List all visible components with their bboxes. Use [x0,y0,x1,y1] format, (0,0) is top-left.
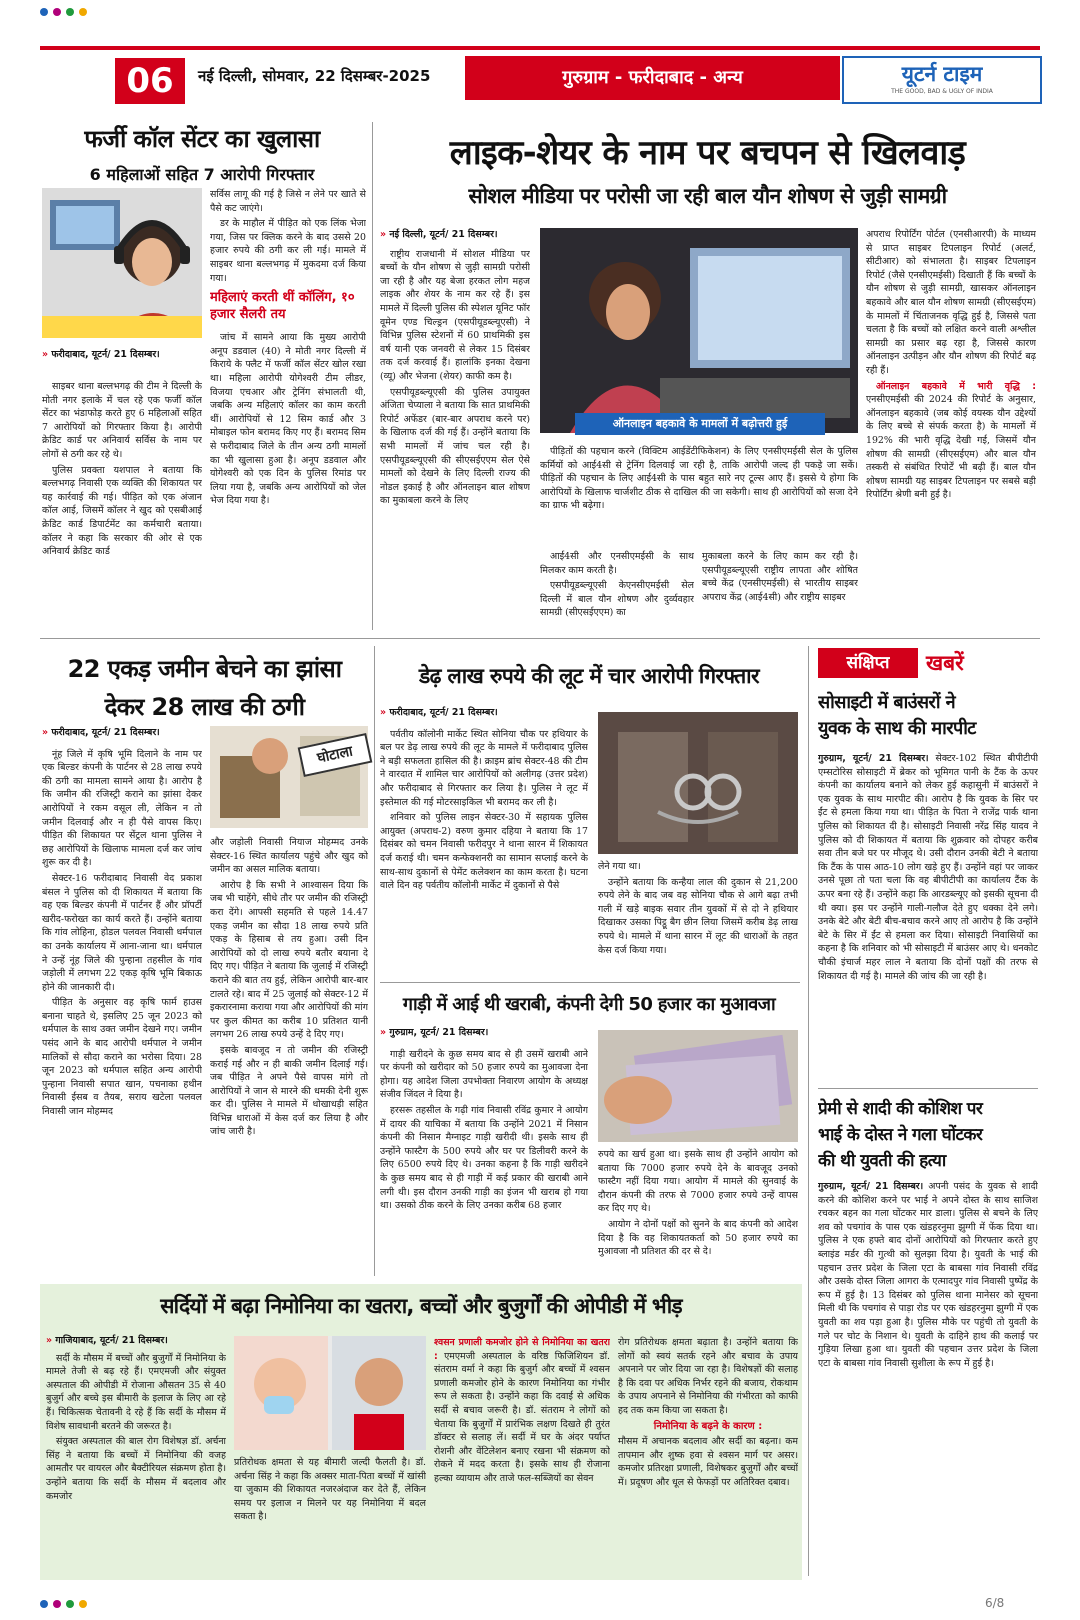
a5-column-2 [598,1148,798,1276]
a2-subhead: ऑनलाइन बहकावे में भारी वृद्धि : [876,380,1036,392]
a1-paragraph: जांच में सामने आया कि मुख्य आरोपी अनूप डडवाल (40) ने मोती नगर दिल्ली में किराये के फ्लैट में फर्जी कॉल सेंटर खोल रखा था। महिला आरोपी योगेश्वरी टीम लीडर, विजया एचआर और ट्रेनिंग संभालती थी, जबकि अन्य महिलाएं कॉलर का काम करती थीं। आरोपियों से 12 सिम कार्ड और 3 मोबाइल फोन बरामद किए गए हैं। बरामद सिम से फरीदाबाद जिले के तीन अन्य ठगी मामलों का भी खुलासा हुआ है। अनूप डडवाल और योगेश्वरी को एक दिन के पुलिस रिमांड पर लिया गया है, जबकि अन्य आरोपियों को जेल भेज दिया गया है। [210,332,366,507]
brief-1-headline-line-1: सोसाइटी में बाउंसरों ने [818,692,955,713]
a5-headline: गाड़ी में आई थी खराबी, कंपनी देगी 50 हजार का मुआवजा [402,994,776,1015]
a6-paragraph: एमएमजी अस्पताल के वरिष्ठ फिजिशियन डॉ. संतराम वर्मा ने कहा कि बुजुर्ग और बच्चों में श्वसन प्रणाली कमजोर होने के कारण निमोनिया का गंभीर रूप ले सकता है। उन्होंने कहा कि दवाई से अधिक सर्दी से बचाव जरूरी है। डॉ. संतराम ने लोगों को चेताया कि बुजुर्गों में प्रारंभिक लक्षण दिखते ही तुरंत डॉक्टर से सलाह लें। सर्दी में घर के अंदर पर्याप्त रोशनी और वेंटिलेशन बनाए रखना भी संक्रमण को रोकने में मदद करता है। इसके साथ ही रोजाना हल्का व्यायाम और ताजे फल-सब्जियों का सेवन [434,1350,610,1484]
a3-paragraph: इसके बावजूद न तो जमीन की रजिस्ट्री कराई गई और न ही बाकी जमीन दिलाई गई। जब पीड़ित ने अपने पैसे वापस मांगे तो आरोपियों ने जान से मारने की धमकी देनी शुरू कर दी। पुलिस ने मामले में धोखाधड़ी सहित विभिन्न धाराओं में केस दर्ज कर लिया है और जांच जारी है। [210,1044,368,1138]
a5-column-1 [380,1026,588,1276]
a1-column-1 [42,380,202,630]
a2-paragraph: राष्ट्रीय राजधानी में सोशल मीडिया पर बच्चों के यौन शोषण से जुड़ी सामग्री परोसी जा रही है और यह बेजा हरकत लोग महज लाइक और शेयर के नाम कर रहे हैं। इस मामले में दिल्ली पुलिस की स्पेशल यूनिट फॉर वूमेन एण्ड चिल्ड्रन (एसपीयूडब्ल्यूएसी) ने विभिन्न पुलिस स्टेशनों में 60 प्राथमिकी इस वर्ष यानी एक जनवरी से लेकर 15 दिसंबर तक दर्ज करवाई हैं। हालांकि इनका देखना (व्यू) और भेजना (शेयर) काफी कम है। [380,248,530,382]
a3-dateline: » फरीदाबाद, यूटर्न/ 21 दिसम्बर। [42,726,202,740]
a5-paragraph: हरसरू तहसील के गढ़ी गांव निवासी रविंद्र कुमार ने आयोग में दायर की याचिका में बताया कि उन्होंने 2021 में निसान कंपनी की निसान मैग्नाइट गाड़ी खरीदी थी। इसके साथ ही उन्होंने फास्टैग के 500 रुपये और घर पर डिलीवरी करने के लिए 6500 रुपये दिए थे। उनका कहना है कि गाड़ी खरीदने के कुछ समय बाद से ही गाड़ी में कई प्रकार की खराबी आने लगी थी। इस दौरान उनकी गाड़ी का इंजन भी खराब हो गया था। उसको ठीक करने के लिए उनका करीब 68 हजार [380,1104,588,1212]
a4-paragraph: पर्वतीय कॉलोनी मार्केट स्थित सोनिया चौक पर हथियार के बल पर डेढ़ लाख रुपये की लूट के मामले में फरीदाबाद पुलिस ने बड़ी सफलता हासिल की है। क्राइम ब्रांच सेक्टर-48 की टीम ने वारदात में शामिल चार आरोपियों को अलीगढ़ (उत्तर प्रदेश) और फरीदाबाद से गिरफ्तार कर लिया है। पुलिस ने लूट में इस्तेमाल की गई मोटरसाइकिल भी बरामद कर ली है। [380,728,588,808]
a6-patients-photo [234,1336,426,1450]
a1-column-2 [210,188,366,630]
page-number-box [115,58,185,104]
a2-paragraph: एसपीयूडब्ल्यूएसी केएनसीएमईसी सेल दिल्ली में बाल यौन शोषण और दुर्व्यवहार सामग्री (सीएसईएएम) का [540,580,694,619]
header-dateline: नई दिल्ली, सोमवार, 22 दिसम्बर-2025 [198,67,431,85]
a2-paragraph: एसपीयूडब्ल्यूएसी की पुलिस उपायुक्त अंजिता चेप्याला ने बताया कि सात प्राथमिकी रिपोर्ट अफेंडर (बार-बार अपराध करने पर) के खिलाफ दर्ज की गई हैं। उन्होंने बताया कि सभी मामलों में जांच चल रही है। एसपीयूडब्ल्यूएसी की सीएसईएएम सेल ऐसे मामलों को देखने के लिए दिल्ली राज्य की नोडल इकाई है और ऑनलाइन बाल शोषण का मुकाबला करने के लिए [380,386,530,507]
a5-paragraph: गाड़ी खरीदने के कुछ समय बाद से ही उसमें खराबी आने पर कंपनी को खरीदार को 50 हजार रुपये का मुआवजा देना होगा। यह आदेश जिला उपभोक्ता निवारण आयोग के अध्यक्ष संजीव जिंदल ने दिया है। [380,1048,588,1101]
a6-column-4 [618,1336,798,1576]
a2-column-2 [540,550,694,630]
a2-child-laptop-photo [540,228,858,433]
horizontal-rule [380,982,800,983]
a5-currency-photo [598,1030,798,1142]
a4-column-2 [598,860,798,978]
a2-middle-block [540,445,858,543]
a6-paragraph: प्रतिरोधक क्षमता से यह बीमारी जल्दी फैलती है। डॉ. अर्चना सिंह ने कहा कि अक्सर माता-पिता बच्चों में खांसी या जुकाम की शिकायत नजरअंदाज कर देते हैं, लेकिन समय पर इलाज न मिलने पर यह निमोनिया में बदल सकता है। [234,1457,426,1523]
brief-2-dateline: गुरुग्राम, यूटर्न/ 21 दिसम्बर। [818,1181,924,1192]
a2-dateline: » नई दिल्ली, यूटर्न/ 21 दिसम्बर। [380,228,530,242]
horizontal-rule [40,638,1040,639]
brand-tagline: THE GOOD, BAD & UGLY OF INDIA [891,88,993,95]
page-number: 06 [126,61,174,101]
a1-paragraph: पुलिस प्रवक्ता यशपाल ने बताया कि बल्लभगढ़ निवासी एक व्यक्ति की शिकायत पर यह कार्रवाई की गई। पीड़ित को एक अंजान कॉल आई, जिसमें कॉलर ने खुद को एसबीआई क्रेडिट कार्ड डिपार्टमेंट का कर्मचारी बताया। कॉलर ने कहा कि सरकार की ओर से एक अनिवार्य क्रेडिट कार्ड [42,464,202,558]
a6-column-1 [46,1334,226,1576]
a6-paragraph: संयुक्त अस्पताल की बाल रोग विशेषज्ञ डॉ. अर्चना सिंह ने बताया कि बच्चों में निमोनिया की वजह आमतौर पर वायरल और बैक्टीरियल संक्रमण होता है। उन्होंने बताया कि सर्दी के मौसम में बदलाव और कमजोर [46,1436,226,1502]
brief-2-paragraph [818,1180,1038,1370]
a4-handcuffs-photo [598,712,798,854]
a1-paragraph: सर्विस लागू की गई है जिसे न लेने पर खाते से पैसे कट जाएंगे। [210,189,366,214]
brief-2-headline-line-2: भाई के दोस्त ने गला घोंटकर [818,1125,983,1145]
brief-2-headline-line-3: की थी युवती की हत्या [818,1151,946,1171]
a3-paragraph: सेक्टर-16 फरीदाबाद निवासी वेद प्रकाश बंसल ने पुलिस को दी शिकायत में बताया कि वह एक बिल्डर कंपनी में पार्टनर हैं और प्रॉपर्टी खरीद-फरोख्त का कार्य करते हैं। उन्होंने बताया कि गांव लोहिना, होडल पलवल निवासी धर्मपाल का उनके कार्यालय में आना-जाना था। धर्मपाल ने उन्हें नूंह जिले की पुन्हाना तहसील के गांव जड़ोली में लगभग 22 एकड़ कृषि भूमि बिकाऊ होने की जानकारी दी। [42,872,202,993]
a6-column-3 [434,1336,610,1576]
a3-paragraph: आरोप है कि सभी ने आश्वासन दिया कि जब भी चाहेंगे, सीधे तौर पर जमीन की रजिस्ट्री करा देंगे। आपसी सहमति से पहले 14.47 एकड़ जमीन का सौदा 18 लाख रुपये प्रति एकड़ के हिसाब से तय हुआ। उसी दिन आरोपियों को दो लाख रुपये बतौर बयाना दे दिए गए। पीड़ित ने बताया कि जुलाई में रजिस्ट्री कराने की बात तय हुई, लेकिन आरोपी बार-बार टालते रहे। बाद में 25 जुलाई को सेक्टर-12 में इकरारनामा कराया गया और आरोपियों की मांग पर कुल कीमत का करीब 10 प्रतिशत यानी लगभग 26 लाख रुपये उन्हें दे दिए गए। [210,879,368,1041]
a4-column-1 [380,706,588,978]
a6-headline: सर्दियों में बढ़ा निमोनिया का खतरा, बच्चों और बुजुर्गों की ओपीडी में भीड़ [160,1294,682,1318]
a6-paragraph: रोग प्रतिरोधक क्षमता बढ़ाता है। उन्होंने बताया कि लोगों को स्वयं सतर्क रहने और बचाव के उपाय अपनाने पर जोर दिया जा रहा है। विशेषज्ञों की सलाह है कि दवा पर अधिक निर्भर रहने की बजाय, रोकथाम के उपाय अपनाने से निमोनिया की गंभीरता को काफी हद तक कम किया जा सकता है। [618,1337,798,1416]
a2-column-3 [702,550,858,630]
brief-1-dateline: गुरुग्राम, यूटर्न/ 21 दिसम्बर। [818,753,929,764]
brief-1-paragraph [818,752,1038,983]
a1-dateline-block [42,348,202,368]
a6-subhead-2: निमोनिया के बढ़ने के कारण : [653,1420,763,1432]
a2-paragraph: अपराध रिपोर्टिंग पोर्टल (एनसीआरपी) के माध्यम से प्राप्त साइबर टिपलाइन रिपोर्ट (अलर्ट, सीटीआर) को संभालता है। साइबर टिपलाइन रिपोर्ट (जैसे एनसीएमईसी) दिखाती हैं कि बच्चों के यौन शोषण से जुड़ी सामग्री, खासकर ऑनलाइन बहकावे और बाल यौन शोषण सामग्री (सीएसईएम) के मामलों में चिंताजनक वृद्धि हुई है, जिससे पता चलता है कि बच्चों को लक्षित करने वाली अश्लील सामग्री का प्रसार बढ़ रहा है, जिससे कारण ऑनलाइन उत्पीड़न और यौन शोषण की रिपोर्ट बढ़ रही हैं। [866,229,1036,376]
a1-dateline: » फरीदाबाद, यूटर्न/ 21 दिसम्बर। [42,349,160,360]
column-divider [808,646,809,1576]
column-divider [372,122,373,630]
a1-headline: फर्जी कॉल सेंटर का खुलासा [84,125,320,153]
a2-photo-caption: ऑनलाइन बहकावे के मामलों में बढ़ोत्तरी हुई [575,413,825,435]
a3-paragraph: पीड़ित के अनुसार वह कृषि फार्म हाउस बनाना चाहते थे, इसलिए 25 जून 2023 को धर्मपाल के साथ उक्त जमीन देखने गए। जमीन पसंद आने के बाद आरोपी धर्मपाल ने जमीन मालिकों से सौदा कराने का भरोसा दिया। 28 जून 2023 को धर्मपाल सहित अन्य आरोपी पुन्हाना निवासी सपात खान, पचनाका हथीन निवासी ईसब व तैयब, सराय खटेला पलवल निवासी जान मोहम्मद [42,997,202,1118]
a2-paragraph: मुकाबला करने के लिए काम कर रही है। एसपीयूडब्ल्यूएसी राष्ट्रीय लापता और शोषित बच्चे केंद्र (एनसीएमईसी) से भारतीय साइबर अपराध केंद्र (आई4सी) और राष्ट्रीय साइबर [702,551,858,603]
a4-paragraph: उन्होंने बताया कि कन्हैया लाल की दुकान से 21,200 रुपये लेने के बाद जब वह सोनिया चौक से आगे बढ़ा तभी गली में खड़े बाइक सवार तीन युवकों में से दो ने हथियार दिखाकर उसका पिट्ठू बैग छीन लिया जिसमें करीब डेढ़ लाख रुपये थे। मामले में थाना सारन में लूट की धाराओं के तहत केस दर्ज किया गया। [598,876,798,956]
a6-paragraph: मौसम में अचानक बदलाव और सर्दी का बढ़ना। कम तापमान और शुष्क हवा से श्वसन मार्ग पर असर। कमजोर प्रतिरक्षा प्रणाली, विशेषकर बुजुर्गों और बच्चों में। प्रदूषण और धूल से फेफड़ों पर अतिरिक्त दबाव। [618,1436,798,1488]
page-folio: 6/8 [985,1596,1005,1610]
brand-name: यूटर्न टाइम [901,62,983,86]
brief-news-label-2: खबरें [926,651,964,675]
bottom-color-dots [40,1600,87,1608]
brief-2-text: अपनी पसंद के युवक से शादी करने की कोशिश करने पर भाई ने अपने दोस्त के साथ साजिश रचकर बहन का गला घोंटकर मार डाला। पुलिस से बचने के लिए शव को पचगांव के पास एक खंडहरनुमा झुग्गी में फेंक दिया था। पुलिस ने एक हफ्ते बाद दोनों आरोपियों को गिरफ्तार करते हुए ब्लाइंड मर्डर की गुत्थी को सुलझा दिया है। युवती के भाई की पहचान उत्तर प्रदेश के जिला एटा के बाबसा गांव निवासी रविंद्र और उसके दोस्त जिला आगरा के एत्मादपुर गांव निवासी पुष्पेंद्र के रूप में हुई है। 13 दिसंबर को पुलिस थाना मानेसर को सूचना मिली थी कि पचगांव से पाड़ा रोड पर एक खंडहरनुमा झुग्गी में एक युवती का शव पड़ा हुआ है। पुलिस मौके पर पहुंची तो युवती के गले पर चोट के निशान थे। युवती के दाहिने हाथ की कलाई पर गुड़िया लिखा हुआ था। युवती की पहचान उत्तर प्रदेश के जिला एटा के बाबसा गांव निवासी सुशीला के रूप में हुई है। [818,1181,1038,1369]
a4-paragraph: शनिवार को पुलिस लाइन सेक्टर-30 में सहायक पुलिस आयुक्त (अपराध-2) वरुण कुमार दहिया ने बताया कि 17 दिसंबर को चमन निवासी फरीदपुर ने थाना सारन में शिकायत दर्ज कराई थी। चमन कन्फेक्शनरी का सामान सप्लाई करने के साथ-साथ दुकानों से पेमेंट कलेक्शन का काम करता है। घटना वाले दिन वह पर्वतीय कॉलोनी मार्केट में दुकानों से पैसे [380,812,588,892]
a2-subhead-paragraph [866,380,1036,502]
a6-dateline: » गाजियाबाद, यूटर्न/ 21 दिसम्बर। [46,1334,226,1348]
brief-1-body [818,752,1038,1082]
a2-paragraph: आई4सी और एनसीएमईसी के साथ मिलकर काम करती है। [540,551,694,576]
a4-dateline: » फरीदाबाद, यूटर्न/ 21 दिसम्बर। [380,706,588,720]
a3-photo-word: घोटाला [298,733,373,777]
a3-headline-line-1: 22 एकड़ जमीन बेचने का झांसा [67,655,342,683]
a1-paragraph: साइबर थाना बल्लभगढ़ की टीम ने दिल्ली के मोती नगर इलाके में चल रहे एक फर्जी कॉल सेंटर का भंडाफोड़ करते हुए 6 महिलाओं सहित 7 आरोपियों को गिरफ्तार किया है। आरोपी क्रेडिट कार्ड पर अनिवार्य सर्विस के नाम पर लोगों से ठगी कर रहे थे। [42,381,202,460]
brief-news-banner [818,648,1038,678]
a1-subheadline: 6 महिलाओं सहित 7 आरोपी गिरफ्तार [89,165,315,184]
a4-paragraph: लेने गया था। [598,861,641,872]
a1-paragraph: डर के माहौल में पीड़ित को एक लिंक भेजा गया, जिस पर क्लिक करने के बाद उससे 20 हजार रुपये की ठगी कर ली गई। मामले में साइबर थाना बल्लभगढ़ में मुकदमा दर्ज किया गया। [210,218,366,284]
brief-news-label: संक्षिप्त [818,648,918,678]
top-color-dots [40,8,1040,18]
a2-column-4 [866,228,1036,630]
a3-headline-line-2: देकर 28 लाख की ठगी [104,693,305,721]
a6-subhead-paragraph [434,1336,610,1486]
brief-1-text: सेक्टर-102 स्थित बीपीटीपी एम्सटोरिस सोसाइटी में ब्रेकर को भूमिगत पानी के टैंक के ऊपर कंपनी का कार्यालय बनाने को लेकर हुई कहासुनी में बाउंसरों ने एक युवक के साथ मारपीट की। आरोप है कि युवक के सिर पर ईंट से हमला किया गया था। पीड़ित के पिता ने राजेंद्र पार्क थाना पुलिस को शिकायत दी है। सोसाइटी निवासी नरेंद्र सिंह यादव ने पुलिस को दी शिकायत में बताया कि शुक्रवार को दोपहर करीब सवा तीन बजे घर पर मौजूद थे। उसी दौरान उनकी बेटी ने बताया कि टैंक के पास आठ-10 लोग खड़े हुए हैं। उन्होंने वहां पर जाकर उनसे पूछा तो पता चला कि वह बीपीटीपी का कार्यालय टैंक के ऊपर बना रहे हैं। उन्होंने कहा कि आरडब्ल्यूए को इसकी सूचना दी थी क्या। इस पर उन्होंने गाली-गलौज देते हुए धक्का देने लगे। उनके बेटे और बेटी बीच-बचाव करने आए तो आरोप है कि उन्होंने बेटे के सिर में ईंट से हमला कर दिया। सोसाइटी निवासियों का कहना है कि शनिवार को भी सोसाइटी में बाउंसर आए थे। धनकोट चौकी इंचार्ज महर लाल ने बताया कि दोनों पक्षों की तरफ से शिकायत दी गई है। मामले की जांच की जा रही है। [818,753,1038,982]
brief-1-headline-line-2: युवक के साथ की मारपीट [818,718,976,739]
a5-dateline: » गुरुग्राम, यूटर्न/ 21 दिसम्बर। [380,1026,588,1040]
masthead-logo [842,56,1042,104]
brief-2-headline-line-1: प्रेमी से शादी की कोशिश पर [818,1099,983,1119]
a6-column-2 [234,1456,426,1576]
brief-2-body [818,1180,1038,1586]
a2-paragraph: एनसीएमईसी की 2024 की रिपोर्ट के अनुसार, ऑनलाइन बहकावे (जब कोई वयस्क यौन उद्देश्यों के लिए बच्चे से संपर्क करता है) के मामलों में 192% की भारी वृद्धि देखी गई, जिसमें यौन शोषण की सामग्री (सीएसईएम) और बाल यौन तस्करी से संबंधित रिपोर्टें भी बढ़ी हैं। बाल यौन शोषण सामग्री यह साइबर टिपलाइन पर सबसे बड़ी रिपोर्टिंग श्रेणी बनी हुई है। [866,394,1036,501]
section-title: गुरुग्राम - फरीदाबाद - अन्य [562,67,743,88]
a2-headline: लाइक-शेयर के नाम पर बचपन से खिलवाड़ [449,133,966,173]
a3-paragraph: नूंह जिले में कृषि भूमि दिलाने के नाम पर एक बिल्डर कंपनी के पार्टनर से 28 लाख रुपये की ठगी का मामला सामने आया है। आरोप है कि जमीन की रजिस्ट्री कराने का झांसा देकर आरोपियों ने रकम वसूल ली, लेकिन न तो जमीन दिलवाई और न ही पैसे वापस किए। पीड़ित की शिकायत पर सेंट्रल थाना पुलिस ने छह आरोपियों के खिलाफ मामला दर्ज कर जांच शुरू कर दी है। [42,748,202,869]
a2-subheadline: सोशल मीडिया पर परोसी जा रही बाल यौन शोषण से जुड़ी सामग्री [468,184,947,208]
a4-headline: डेढ़ लाख रुपये की लूट में चार आरोपी गिरफ्तार [418,664,759,688]
a1-call-centre-photo [42,188,202,338]
a2-paragraph: पीड़ितों की पहचान करने (विक्टिम आईडेंटीफिकेशन) के लिए एनसीएमईसी सेल के पुलिस कर्मियों को आई4सी से ट्रेनिंग दिलवाई जा रही है, ताकि आरोपी जल्द ही पकड़े जा सकें। पीड़ितों की पहचान के लिए आई4सी के पास बहुत सारे नए टूल्स आए हैं। इससे ये होगा कि आरोपियों के खिलाफ चार्जशीट ठीक से दाखिल की जा सकेगी। साथ ही आरोपियों को सजा देने का ग्राफ भी बढ़ेगा। [540,446,858,512]
a3-paragraph: और जड़ोली निवासी नियाज मोहम्मद उनके सेक्टर-16 स्थित कार्यालय पहुंचे और खुद को जमीन का असल मालिक बताया। [210,837,368,876]
column-divider [374,646,375,1276]
horizontal-rule [818,1088,1038,1089]
a5-paragraph: रुपये का खर्च हुआ था। इसके साथ ही उन्होंने आयोग को बताया कि 7000 हजार रुपये देने के बावजूद उनको फास्टैग नहीं दिया गया। आयोग में मामले की सुनवाई के दौरान कंपनी की तरफ से 7000 हजार रुपये उन्हें वापस कर दिए गए थे। [598,1149,798,1215]
a6-paragraph: सर्दी के मौसम में बच्चों और बुजुर्गों में निमोनिया के मामले तेजी से बढ़ रहे हैं। एमएमजी और संयुक्त अस्पताल की ओपीडी में रोजाना औसतन 35 से 40 बुजुर्ग और बच्चे इस बीमारी के इलाज के लिए आ रहे हैं। चिकित्सक चेतावनी दे रहे हैं कि सर्दी के मौसम में विशेष सावधानी बरतने की जरूरत है। [46,1352,226,1432]
a5-paragraph: आयोग ने दोनों पक्षों को सुनने के बाद कंपनी को आदेश दिया है कि वह शिकायतकर्ता को 50 हजार रुपये का मुआवजा नौ प्रतिशत की दर से दे। [598,1218,798,1258]
a2-column-1 [380,228,530,630]
a6-subhead: श्वसन प्रणाली कमजोर होने से निमोनिया का खतरा : [434,1337,610,1362]
a1-subhead: महिलाएं करती थीं कॉलिंग, १० हजार सैलरी तय [210,290,355,323]
